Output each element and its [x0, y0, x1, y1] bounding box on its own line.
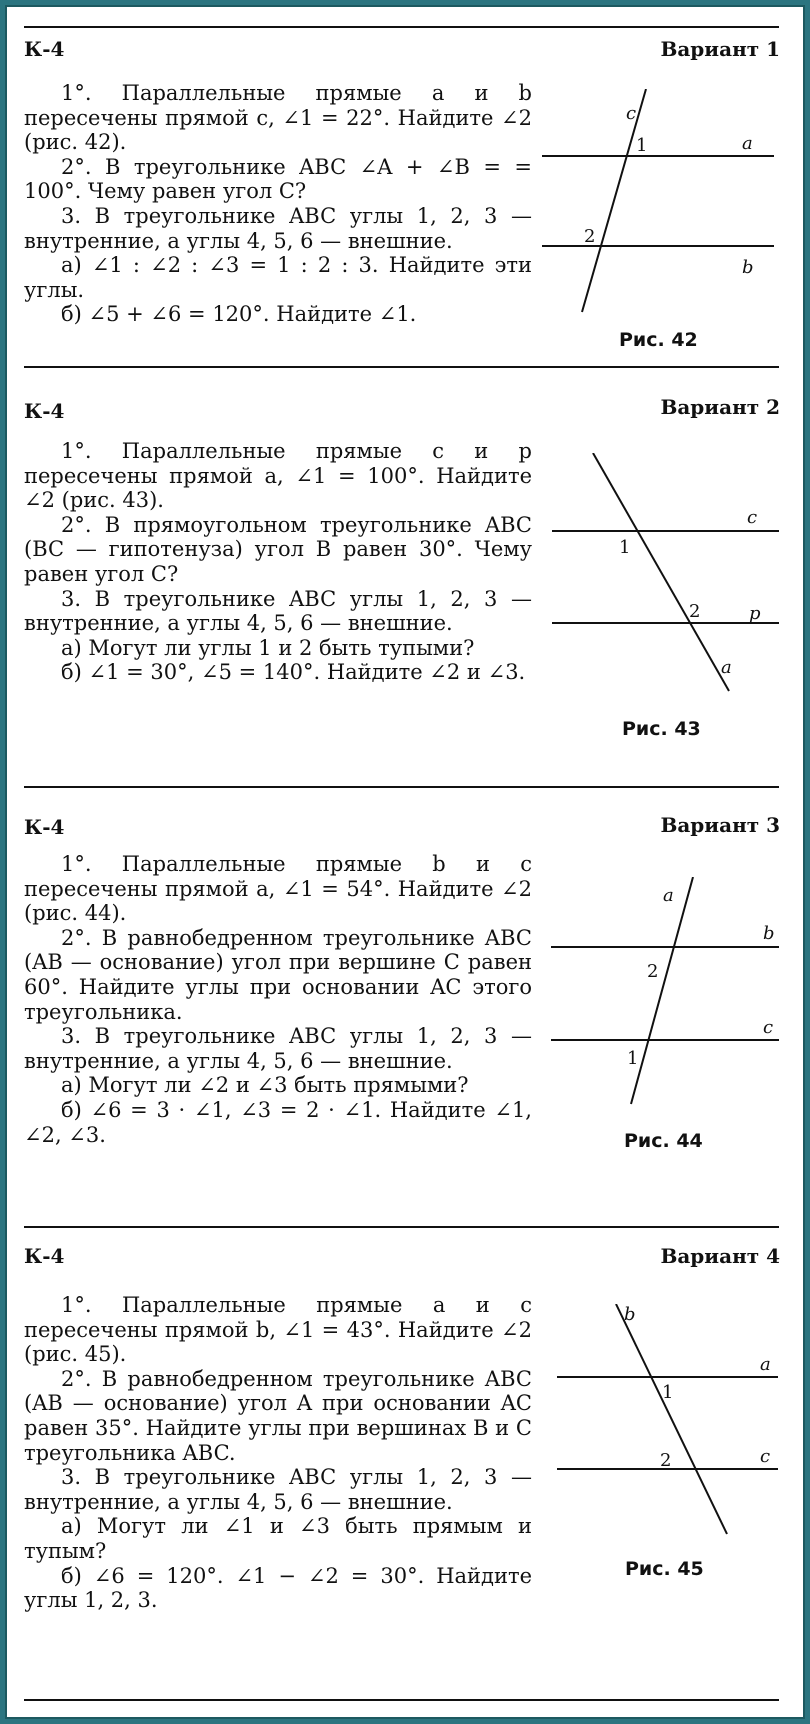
test-code: К-4	[24, 1244, 65, 1268]
figure-42	[542, 89, 782, 319]
transversal-a	[593, 453, 729, 691]
divider	[24, 786, 779, 788]
label-line-top: c	[747, 507, 758, 528]
label-line-bottom: c	[763, 1017, 774, 1038]
figure-caption: Рис. 44	[624, 1130, 703, 1152]
variant-4-tasks	[24, 1293, 532, 1613]
divider	[24, 26, 779, 28]
task-3a: а) ∠1 : ∠2 : ∠3 = 1 : 2 : 3. Найдите эти углы.	[24, 253, 532, 302]
label-angle-2: 2	[647, 961, 659, 982]
test-code: К-4	[24, 815, 65, 839]
task-3a: а) Могут ли ∠2 и ∠3 быть прямыми?	[61, 1073, 469, 1098]
task-2: 2°. В треугольнике ABC ∠A + ∠B = = 100°. Чему равен угол C?	[24, 154, 532, 204]
variant-2-tasks	[24, 439, 532, 685]
transversal-c	[582, 89, 646, 312]
figure-caption: Рис. 43	[622, 718, 701, 740]
label-line-bottom: b	[742, 257, 754, 278]
variant-1-tasks	[24, 81, 532, 327]
task-3a: а) Могут ли углы 1 и 2 быть тупыми?	[61, 635, 475, 660]
label-transversal: a	[721, 657, 732, 678]
task-2: 2°. В равнобедренном треугольнике ABC (AB — основание) угол при вершине C равен 60°. Найдите углы при основании AC этого треугольника.	[24, 925, 532, 1024]
parallel-lines-diagram	[547, 877, 787, 1107]
label-line-top: b	[763, 923, 775, 944]
label-angle-1: 1	[662, 1382, 674, 1403]
task-3b: б) ∠1 = 30°, ∠5 = 140°. Найдите ∠2 и ∠3.	[61, 660, 526, 685]
task-3b: б) ∠6 = 120°. ∠1 − ∠2 = 30°. Найдите углы 1, 2, 3.	[24, 1563, 532, 1613]
label-transversal: a	[663, 885, 674, 906]
label-line-top: a	[760, 1354, 771, 1375]
label-transversal: b	[624, 1304, 636, 1325]
transversal-b	[616, 1304, 727, 1534]
task-3: 3. В треугольнике ABC углы 1, 2, 3 — внутренние, а углы 4, 5, 6 — внешние.	[24, 1024, 532, 1073]
figure-45	[552, 1304, 782, 1539]
worksheet-page	[5, 5, 805, 1719]
variant-title: Вариант 3	[660, 813, 780, 837]
task-3: 3. В треугольнике ABC углы 1, 2, 3 — внутренние, а углы 4, 5, 6 — внешние.	[24, 1465, 532, 1514]
task-1: 1°. Параллельные прямые a и b пересечены прямой c, ∠1 = 22°. Найдите ∠2 (рис. 42).	[24, 81, 532, 155]
figure-caption: Рис. 45	[625, 1558, 704, 1580]
label-angle-2: 2	[584, 226, 596, 247]
label-line-bottom: c	[760, 1446, 771, 1467]
label-line-bottom: p	[749, 603, 761, 624]
task-3b: б) ∠5 + ∠6 = 120°. Найдите ∠1.	[61, 302, 417, 327]
divider	[24, 366, 779, 368]
task-1: 1°. Параллельные прямые b и c пересечены прямой a, ∠1 = 54°. Найдите ∠2 (рис. 44).	[24, 852, 532, 926]
parallel-lines-diagram	[542, 89, 782, 319]
task-3b: б) ∠6 = 3 · ∠1, ∠3 = 2 · ∠1. Найдите ∠1, ∠2, ∠3.	[24, 1097, 532, 1147]
label-angle-1: 1	[627, 1048, 639, 1069]
task-3a: а) Могут ли ∠1 и ∠3 быть прямым и тупым?	[24, 1514, 532, 1563]
label-angle-2: 2	[689, 601, 701, 622]
task-1: 1°. Параллельные прямые c и p пересечены прямой a, ∠1 = 100°. Найдите ∠2 (рис. 43).	[24, 439, 532, 513]
label-line-top: a	[742, 133, 753, 154]
variant-title: Вариант 2	[660, 395, 780, 419]
variant-3-tasks	[24, 852, 532, 1147]
divider	[24, 1699, 779, 1701]
task-1: 1°. Параллельные прямые a и c пересечены прямой b, ∠1 = 43°. Найдите ∠2 (рис. 45).	[24, 1293, 532, 1367]
task-2: 2°. В равнобедренном треугольнике ABC (AB — основание) угол A при основании AC равен 35°. Найдите углы при вершинах B и C треугольника ABC.	[24, 1366, 532, 1465]
transversal-a	[631, 877, 693, 1104]
test-code: К-4	[24, 37, 65, 61]
variant-title: Вариант 1	[660, 37, 780, 61]
label-angle-1: 1	[619, 537, 631, 558]
task-3: 3. В треугольнике ABC углы 1, 2, 3 — внутренние, а углы 4, 5, 6 — внешние.	[24, 586, 532, 636]
task-3: 3. В треугольнике ABC углы 1, 2, 3 — внутренние, а углы 4, 5, 6 — внешние.	[24, 203, 532, 253]
label-angle-2: 2	[660, 1450, 672, 1471]
divider	[24, 1226, 779, 1228]
variant-title: Вариант 4	[660, 1244, 780, 1268]
figure-44	[547, 877, 787, 1107]
test-code: К-4	[24, 399, 65, 423]
figure-caption: Рис. 42	[619, 329, 698, 351]
parallel-lines-diagram	[552, 1304, 782, 1539]
task-2: 2°. В прямоугольном треугольнике ABC (BC — гипотенуза) угол B равен 30°. Чему равен угол C?	[24, 512, 532, 586]
label-angle-1: 1	[636, 135, 648, 156]
label-transversal: c	[626, 103, 637, 124]
parallel-lines-diagram	[547, 453, 787, 693]
figure-43	[547, 453, 787, 693]
